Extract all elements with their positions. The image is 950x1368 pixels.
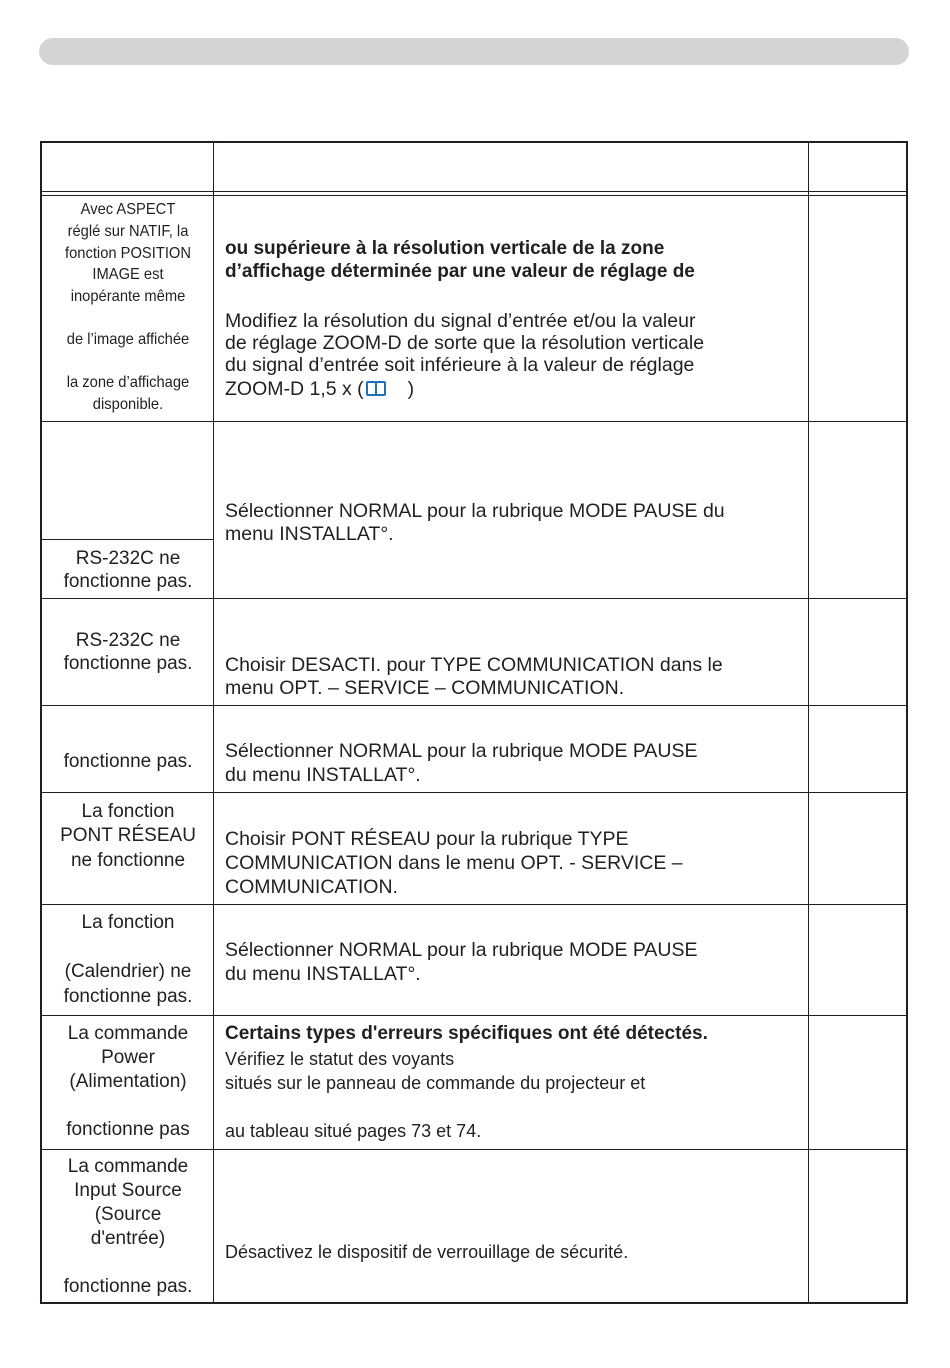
troubleshooting-table	[40, 141, 908, 1304]
symptom-text: PONT RÉSEAU	[60, 825, 196, 846]
row-separator	[42, 904, 906, 905]
symptom-text: La commande	[67, 1023, 189, 1044]
remedy-text: menu INSTALLAT°.	[225, 523, 394, 545]
row-separator	[42, 705, 906, 706]
row-separator-partial	[42, 539, 213, 540]
row-separator	[42, 1015, 906, 1016]
remedy-text: Sélectionner NORMAL pour la rubrique MODE PAUSE	[225, 740, 698, 762]
header-rule	[42, 191, 906, 192]
header-bar	[39, 38, 909, 65]
remedy-text: Modifiez la résolution du signal d’entrée et/ou la valeur	[225, 310, 696, 332]
symptom-text: fonctionne pas.	[63, 1276, 193, 1297]
remedy-bold-text: ou supérieure à la résolution verticale de la zone	[225, 238, 665, 259]
remedy-text-with-ref	[225, 379, 414, 400]
row-separator	[42, 421, 906, 422]
remedy-text: situés sur le panneau de commande du projecteur et	[225, 1073, 646, 1093]
remedy-text: COMMUNICATION dans le menu OPT. - SERVICE –	[225, 852, 683, 874]
remedy-text: au tableau situé pages 73 et 74.	[225, 1121, 482, 1141]
remedy-text: ZOOM-D 1,5 x (	[225, 378, 364, 400]
symptom-text: de l’image affichée	[66, 331, 190, 348]
symptom-text: ne fonctionne	[70, 850, 186, 871]
remedy-text: Choisir PONT RÉSEAU pour la rubrique TYPE	[225, 828, 629, 850]
symptom-text: RS-232C ne	[75, 548, 181, 569]
remedy-text: du menu INSTALLAT°.	[225, 764, 421, 786]
symptom-text: fonctionne pas.	[63, 571, 193, 592]
remedy-bold-text: Certains types d'erreurs spécifiques ont été détectés.	[225, 1023, 708, 1044]
row-separator	[42, 792, 906, 793]
symptom-text: (Source	[94, 1204, 162, 1225]
symptom-text: inopérante même	[70, 288, 186, 305]
symptom-text: fonctionne pas	[66, 1119, 190, 1140]
remedy-text: COMMUNICATION.	[225, 876, 398, 898]
symptom-text: réglé sur NATIF, la	[67, 223, 189, 240]
symptom-text: (Calendrier) ne	[64, 961, 192, 982]
symptom-text: Avec ASPECT	[80, 201, 176, 218]
symptom-text: Power	[101, 1047, 155, 1068]
remedy-text: menu OPT. – SERVICE – COMMUNICATION.	[225, 677, 625, 699]
symptom-text: fonctionne pas.	[63, 653, 193, 674]
remedy-text: Sélectionner NORMAL pour la rubrique MODE PAUSE	[225, 939, 698, 961]
header-rule-double	[42, 195, 906, 196]
symptom-text: fonctionne pas.	[63, 751, 193, 772]
row-separator	[42, 598, 906, 599]
row-separator	[42, 1149, 906, 1150]
remedy-text: du menu INSTALLAT°.	[225, 963, 421, 985]
remedy-text: de réglage ZOOM-D de sorte que la résolution verticale	[225, 332, 705, 354]
symptom-text: la zone d’affichage	[66, 374, 190, 391]
symptom-text: RS-232C ne	[75, 630, 181, 651]
symptom-text: Input Source	[74, 1180, 182, 1201]
symptom-text: La fonction	[81, 912, 175, 933]
symptom-text: La fonction	[81, 801, 175, 822]
book-icon	[366, 381, 386, 396]
symptom-text: fonctionne pas.	[63, 986, 193, 1007]
remedy-text: )	[407, 378, 415, 400]
remedy-text: Choisir DESACTI. pour TYPE COMMUNICATION dans le	[225, 654, 723, 676]
remedy-bold-text: d’affichage déterminée par une valeur de réglage de	[225, 261, 695, 282]
remedy-text: du signal d’entrée soit inférieure à la valeur de réglage	[225, 354, 695, 376]
remedy-text: Sélectionner NORMAL pour la rubrique MODE PAUSE du	[225, 500, 725, 522]
remedy-text: Vérifiez le statut des voyants	[225, 1049, 455, 1069]
column-divider-2	[808, 143, 809, 1302]
symptom-text: fonction POSITION	[65, 245, 191, 262]
symptom-text: La commande	[67, 1156, 189, 1177]
symptom-text: (Alimentation)	[69, 1071, 187, 1092]
symptom-text: disponible.	[92, 396, 164, 413]
remedy-text: Désactivez le dispositif de verrouillage de sécurité.	[225, 1242, 629, 1262]
symptom-text: IMAGE est	[92, 266, 164, 283]
symptom-text: d'entrée)	[90, 1228, 166, 1249]
